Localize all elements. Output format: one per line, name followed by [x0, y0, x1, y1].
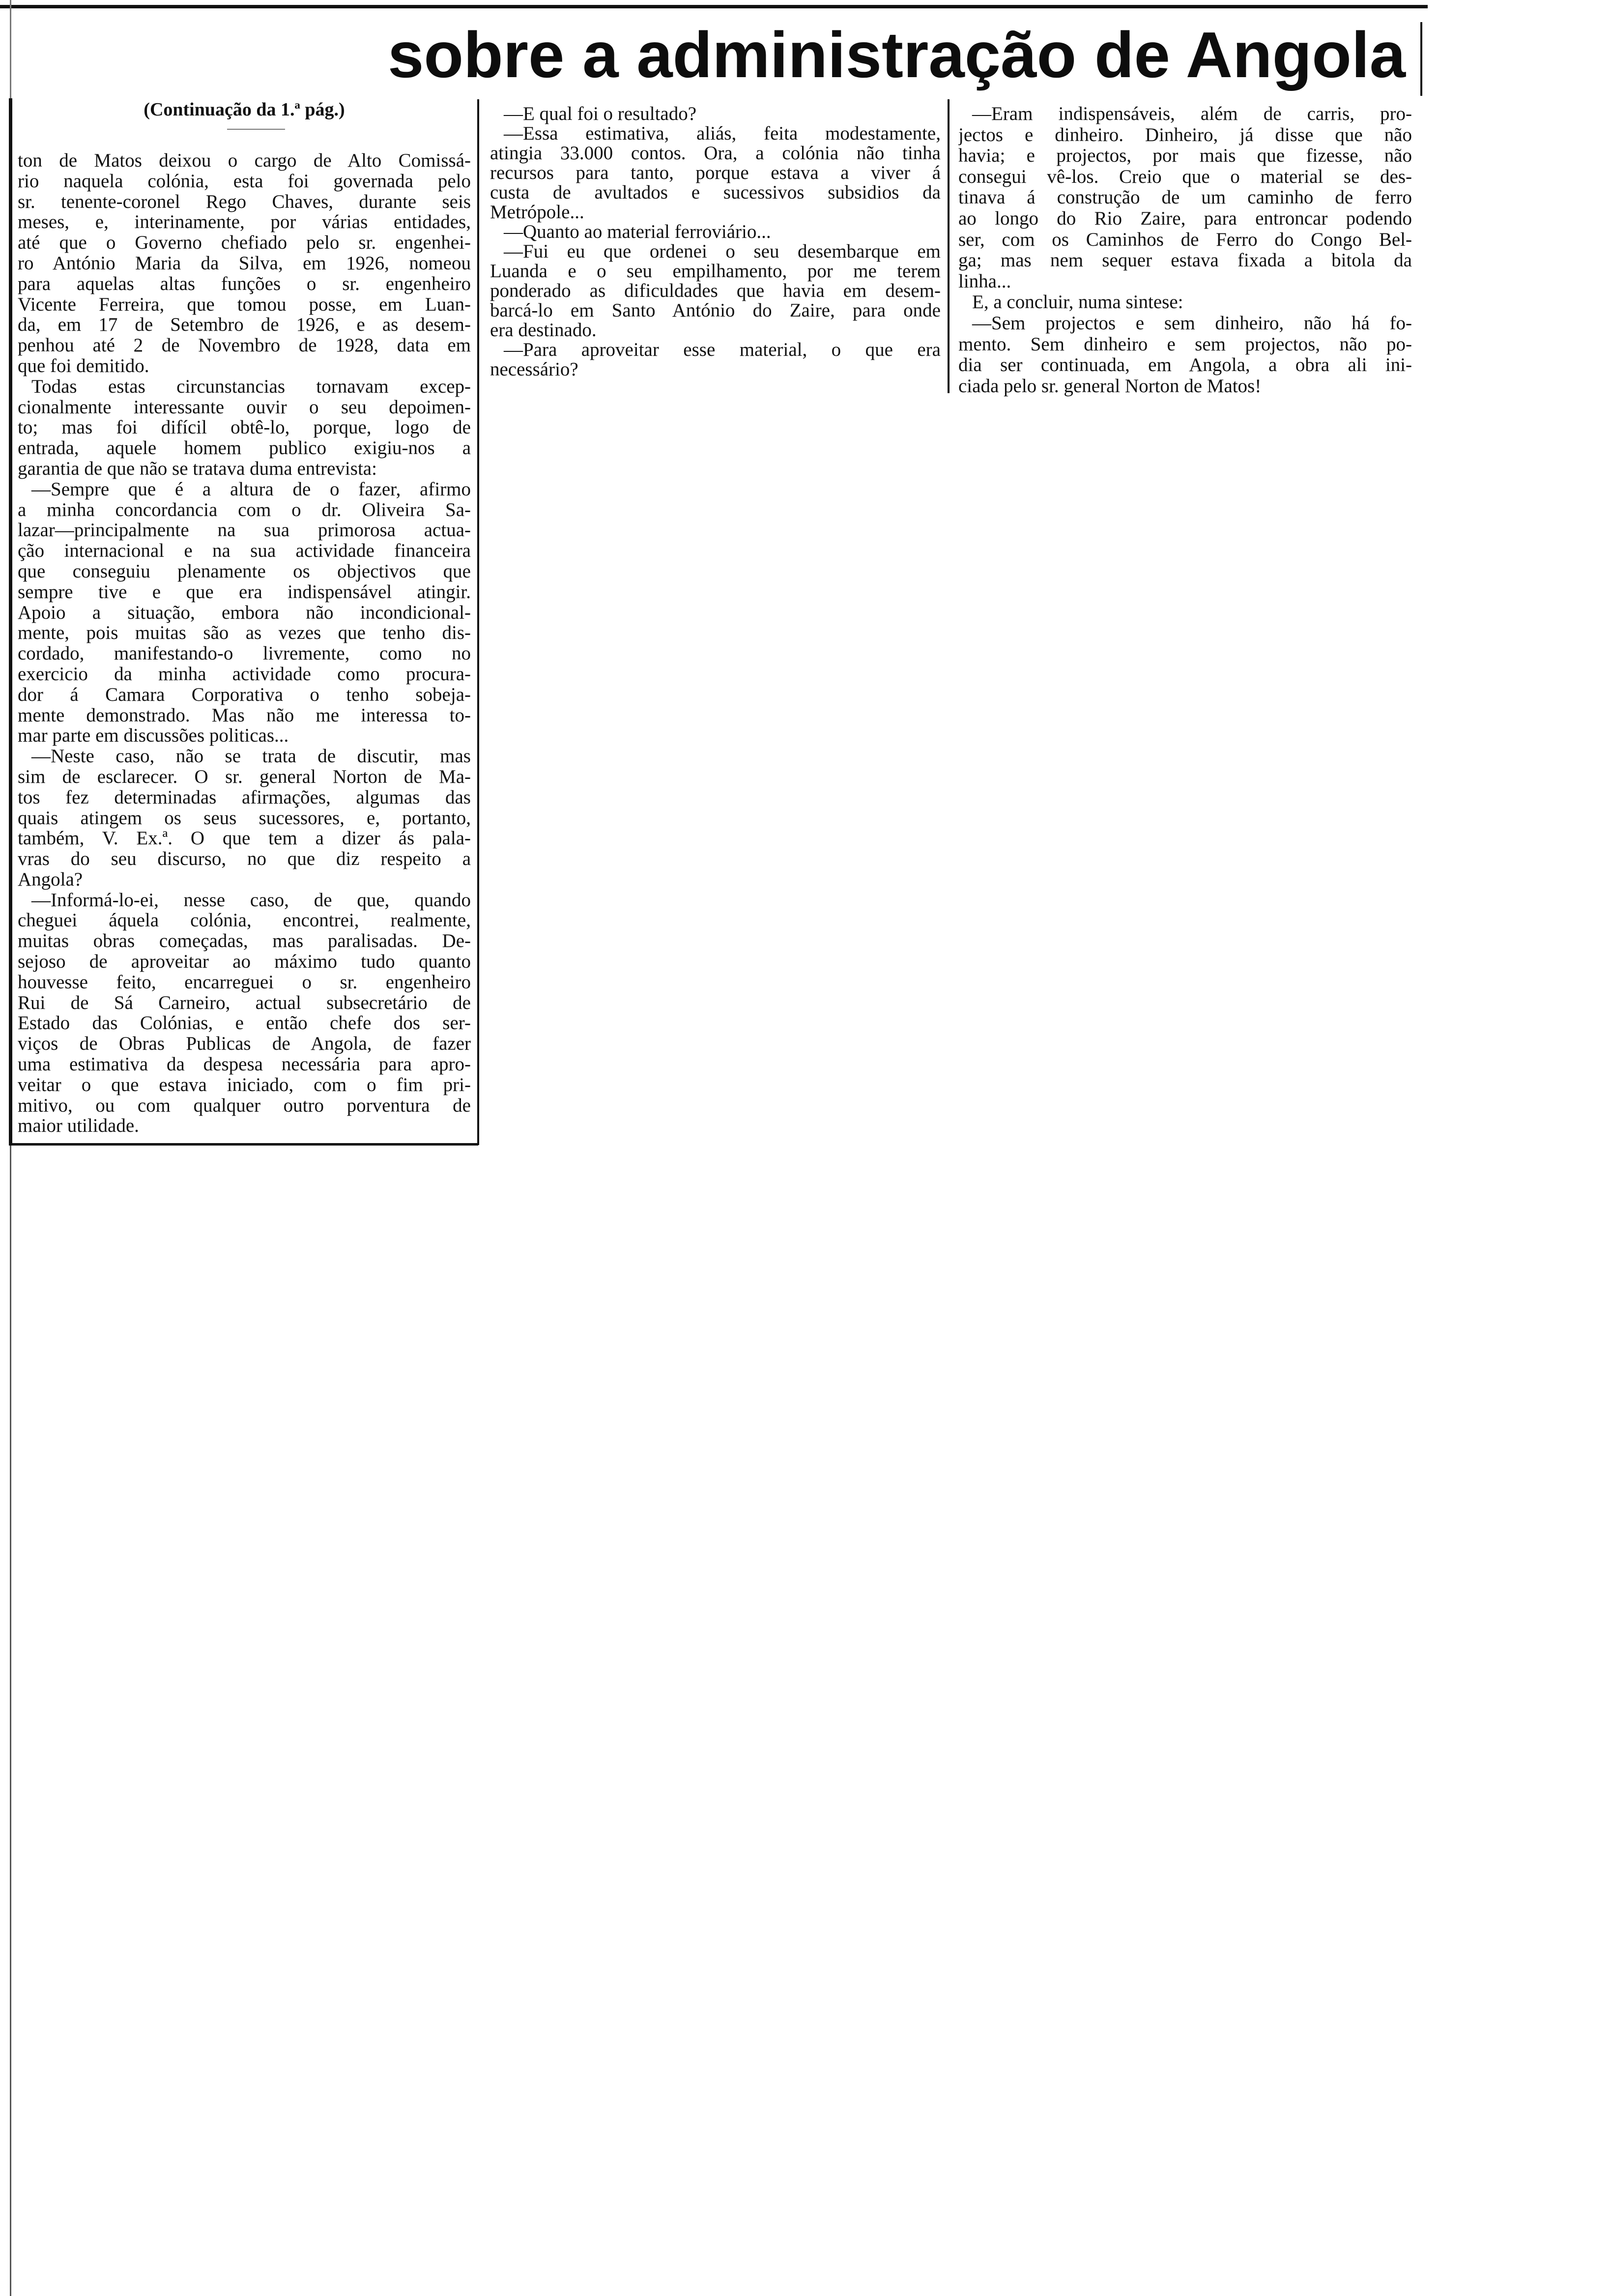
- text-line: vras do seu discurso, no que diz respeito a: [18, 848, 471, 870]
- text-line: linha...: [958, 270, 1011, 292]
- top-border-rule: [0, 5, 1428, 8]
- text-line: barcá-lo em Santo António do Zaire, para onde: [490, 300, 941, 321]
- text-line: —Quanto ao material ferroviário...: [504, 221, 771, 242]
- text-line: mar parte em discussões politicas...: [18, 725, 289, 746]
- text-line: dor á Camara Corporativa o tenho sobeja-: [18, 684, 471, 705]
- paragraph: [490, 124, 941, 222]
- text-line: maior utilidade.: [18, 1115, 139, 1137]
- paragraph: [18, 150, 471, 376]
- text-line: —Sempre que é a altura de o fazer, afirmo: [31, 478, 471, 500]
- text-line: atingia 33.000 contos. Ora, a colónia não tinha: [490, 143, 941, 164]
- paragraph: [18, 746, 471, 890]
- text-line: mitivo, ou com qualquer outro porventura de: [18, 1094, 471, 1116]
- text-line: cheguei áquela colónia, encontrei, realmente,: [18, 910, 471, 931]
- article-column-1: [18, 150, 471, 1136]
- text-line: era destinado.: [490, 319, 597, 341]
- text-line: sim de esclarecer. O sr. general Norton de Ma-: [18, 766, 471, 787]
- paragraph: [490, 242, 941, 340]
- text-line: ro António Maria da Silva, em 1926, nomeou: [18, 252, 471, 274]
- text-line: lazar—principalmente na sua primorosa actua-: [18, 519, 471, 541]
- text-line: —Sem projectos e sem dinheiro, não há fo-: [972, 312, 1412, 334]
- paragraph: [490, 222, 941, 242]
- continuation-note: (Continuação da 1.ª pág.): [144, 99, 345, 120]
- text-line: rio naquela colónia, esta foi governada pelo: [18, 170, 471, 192]
- column-separator-2: [948, 99, 950, 393]
- text-line: ao longo do Rio Zaire, para entroncar podendo: [958, 207, 1412, 229]
- text-line: Rui de Sá Carneiro, actual subsecretário de: [18, 992, 471, 1013]
- text-line: a minha concordancia com o dr. Oliveira Sa-: [18, 499, 471, 520]
- text-line: mente demonstrado. Mas não me interessa to-: [18, 704, 471, 726]
- text-line: mente, pois muitas são as vezes que tenho dis-: [18, 622, 471, 644]
- text-line: exercicio da minha actividade como procura-: [18, 663, 471, 685]
- text-line: E, a concluir, numa sintese:: [972, 291, 1183, 313]
- text-line: até que o Governo chefiado pelo sr. engenhei-: [18, 232, 471, 254]
- text-line: —Eram indispensáveis, além de carris, pro-: [972, 104, 1412, 124]
- text-line: Apoio a situação, embora não incondicional-: [18, 602, 471, 623]
- text-line: necessário?: [490, 359, 578, 379]
- left-border-rule: [9, 98, 12, 1145]
- text-line: havia; e projectos, por mais que fizesse, não: [958, 145, 1412, 167]
- text-line: to; mas foi difícil obtê-lo, porque, logo de: [18, 417, 471, 438]
- headline-frame-rule: [1420, 22, 1422, 96]
- paragraph: [18, 479, 471, 746]
- text-line: meses, e, interinamente, por várias entidades,: [18, 211, 471, 233]
- text-line: recursos para tanto, porque estava a viver á: [490, 162, 941, 183]
- text-line: cionalmente interessante ouvir o seu depoimen-: [18, 396, 471, 418]
- text-line: uma estimativa da despesa necessária para apro-: [18, 1054, 471, 1075]
- paragraph: [18, 890, 471, 1137]
- text-line: viços de Obras Publicas de Angola, de fazer: [18, 1033, 471, 1055]
- text-line: penhou até 2 de Novembro de 1928, data em: [18, 335, 471, 356]
- text-line: muitas obras começadas, mas paralisadas. De-: [18, 930, 471, 952]
- text-line: garantia de que não se tratava duma entrevista:: [18, 458, 377, 479]
- text-line: Todas estas circunstancias tornavam excep-: [31, 375, 471, 397]
- text-line: Angola?: [18, 868, 83, 890]
- continuation-divider: [227, 129, 285, 130]
- text-line: veitar o que estava iniciado, com o fim pri-: [18, 1074, 471, 1095]
- text-line: sejoso de aproveitar ao máximo tudo quanto: [18, 951, 471, 973]
- text-line: ção internacional e na sua actividade financeira: [18, 540, 471, 562]
- text-line: também, V. Ex.ª. O que tem a dizer ás pala-: [18, 828, 471, 849]
- text-line: ga; mas nem sequer estava fixada a bitola da: [958, 250, 1412, 271]
- text-line: quais atingem os seus sucessores, e, portanto,: [18, 807, 471, 829]
- text-line: cordado, manifestando-o livremente, como no: [18, 643, 471, 664]
- column-separator-1: [477, 99, 479, 1145]
- text-line: que foi demitido.: [18, 355, 149, 376]
- paragraph: [958, 292, 1412, 313]
- text-line: Metrópole...: [490, 201, 584, 223]
- text-line: jectos e dinheiro. Dinheiro, já disse que não: [958, 124, 1412, 145]
- text-line: sempre tive e que era indispensável atingir.: [18, 581, 471, 603]
- text-line: —E qual foi o resultado?: [504, 104, 697, 124]
- text-line: —Fui eu que ordenei o seu desembarque em: [504, 241, 941, 262]
- text-line: dia ser continuada, em Angola, a obra ali ini-: [958, 354, 1412, 376]
- text-line: consegui vê-los. Creio que o material se des-: [958, 166, 1412, 187]
- text-line: ton de Matos deixou o cargo de Alto Comissá-: [18, 150, 471, 171]
- text-line: ciada pelo sr. general Norton de Matos!: [958, 375, 1262, 397]
- text-line: —Para aproveitar esse material, o que era: [504, 339, 941, 360]
- text-line: tinava á construção de um caminho de ferro: [958, 187, 1412, 208]
- paragraph: [958, 313, 1412, 397]
- text-line: Estado das Colónias, e então chefe dos ser-: [18, 1012, 471, 1034]
- text-line: mento. Sem dinheiro e sem projectos, não po-: [958, 333, 1412, 355]
- text-line: tos fez determinadas afirmações, algumas das: [18, 786, 471, 808]
- text-line: Vicente Ferreira, que tomou posse, em Luan-: [18, 293, 471, 315]
- text-line: da, em 17 de Setembro de 1926, e as desem-: [18, 314, 471, 336]
- paragraph: [490, 340, 941, 379]
- left-border-rule-top: [10, 0, 11, 98]
- column-1-bottom-rule: [9, 1143, 478, 1146]
- article-column-3: [958, 104, 1412, 397]
- text-line: —Essa estimativa, aliás, feita modestamente,: [504, 123, 941, 144]
- paragraph: [958, 104, 1412, 292]
- text-line: ser, com os Caminhos de Ferro do Congo Bel-: [958, 229, 1412, 250]
- article-headline: sobre a administração de Angola: [388, 19, 1406, 91]
- left-margin-rule: [10, 1145, 11, 2296]
- text-line: houvesse feito, encarreguei o sr. engenheiro: [18, 971, 471, 993]
- text-line: Luanda e o seu empilhamento, por me terem: [490, 260, 941, 282]
- text-line: custa de avultados e sucessivos subsidios da: [490, 182, 941, 203]
- text-line: ponderado as dificuldades que havia em desem-: [490, 280, 941, 301]
- text-line: que conseguiu plenamente os objectivos que: [18, 560, 471, 582]
- text-line: para aquelas altas funções o sr. engenheiro: [18, 273, 471, 294]
- text-line: entrada, aquele homem publico exigiu-nos a: [18, 437, 471, 459]
- text-line: —Informá-lo-ei, nesse caso, de que, quando: [31, 889, 471, 911]
- text-line: sr. tenente-coronel Rego Chaves, durante seis: [18, 191, 471, 212]
- text-line: —Neste caso, não se trata de discutir, mas: [31, 746, 471, 767]
- article-column-2: [490, 104, 941, 379]
- paragraph: [490, 104, 941, 124]
- paragraph: [18, 376, 471, 479]
